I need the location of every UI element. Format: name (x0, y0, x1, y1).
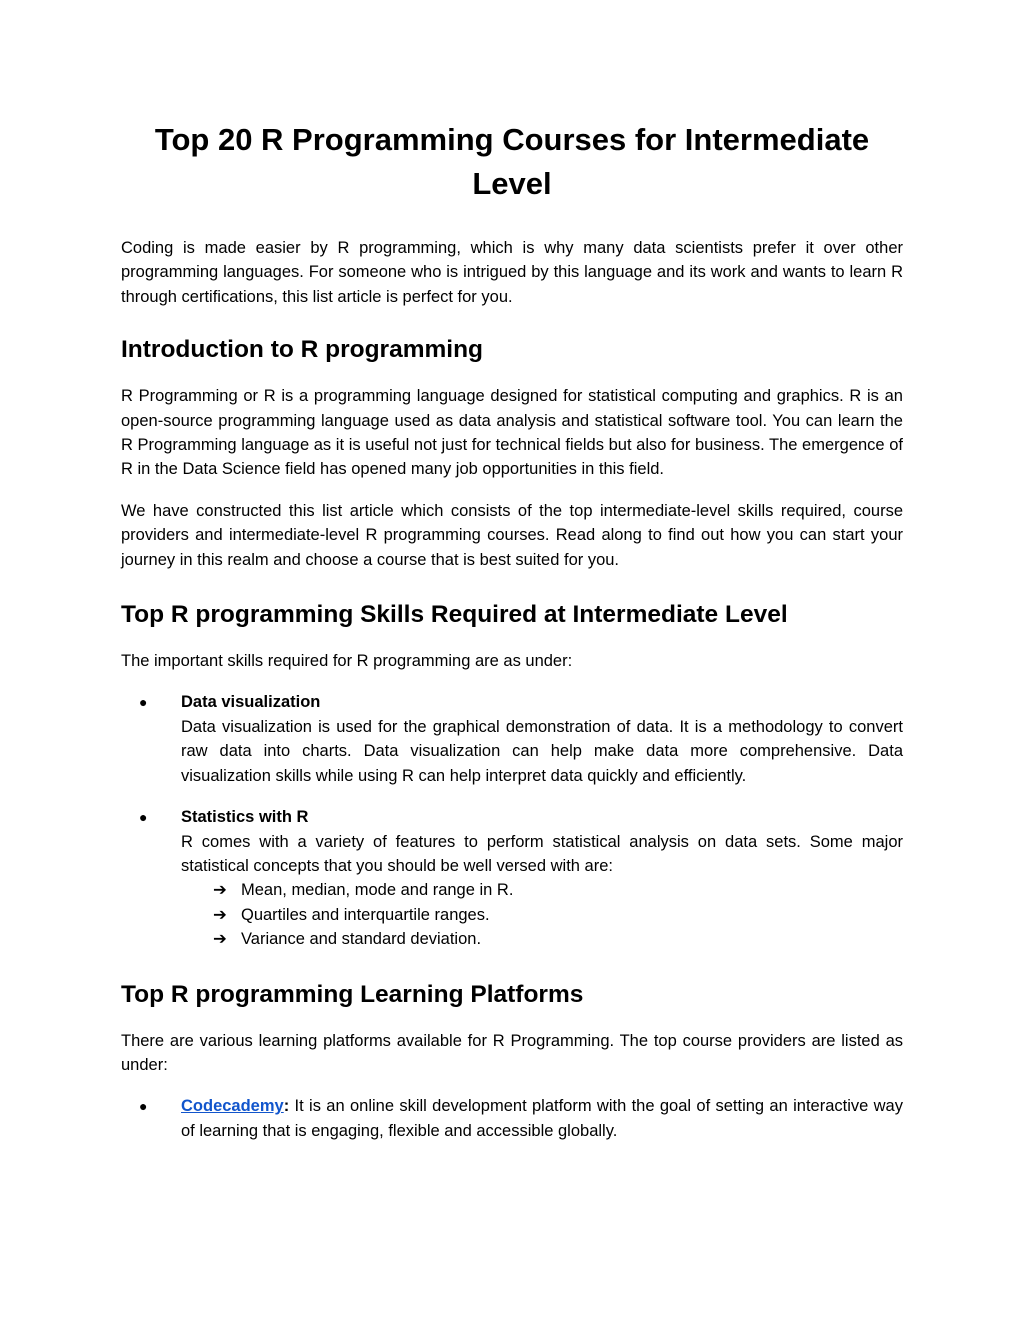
skill-title: Statistics with R (181, 808, 309, 827)
sublist-text: Variance and standard deviation. (241, 930, 482, 949)
heading-skills: Top R programming Skills Required at Intermediate Level (121, 601, 788, 629)
heading-introduction: Introduction to R programming (121, 336, 484, 364)
skills-list (121, 690, 903, 951)
sublist-text: Mean, median, mode and range in R. (241, 881, 514, 900)
platform-description: It is an online skill development platform with the goal of setting an interactive way of learning that is engaging, flexible and accessible globally. (181, 1097, 903, 1140)
heading-platforms: Top R programming Learning Platforms (121, 980, 584, 1008)
skill-description: R comes with a variety of features to perform statistical analysis on data sets. Some major statistical concepts that you should be well versed with are: (181, 832, 903, 875)
bullet-icon: ● (139, 1098, 148, 1115)
bullet-icon: ● (139, 694, 148, 711)
skills-lead: The important skills required for R programming are as under: (121, 652, 573, 671)
document-page (121, 118, 903, 1160)
intro-r-paragraph-2: We have constructed this list article which consists of the top intermediate-level skills required, course providers and intermediate-level R programming courses. Read along to find out how you can start your journey in this realm and choose a course that is best suited for you. (121, 501, 903, 569)
list-item (181, 927, 903, 951)
skill-title: Data visualization (181, 693, 321, 712)
sublist-text: Quartiles and interquartile ranges. (241, 905, 490, 924)
platforms-lead: There are various learning platforms available for R Programming. The top course providers are listed as under: (121, 1031, 903, 1074)
intro-r-paragraph-1: R Programming or R is a programming language designed for statistical computing and graphics. R is an open-source programming language used as data analysis and statistical software tool. You can learn the R Programming language as it is useful not just for technical fields but also for business. The emergence of R in the Data Science field has opened many job opportunities in this field. (121, 387, 903, 479)
list-item (181, 903, 903, 927)
codecademy-link[interactable]: Codecademy (181, 1097, 284, 1116)
arrow-right-icon: ➔ (213, 881, 227, 900)
page-title: Top 20 R Programming Courses for Intermediate Level (154, 122, 870, 201)
list-item (121, 1094, 903, 1143)
statistics-sublist (181, 878, 903, 951)
skill-description: Data visualization is used for the graphical demonstration of data. It is a methodology to convert raw data into charts. Data visualization can help make data more comprehensive. Data visualization skills while using R can help interpret data quickly and efficiently. (181, 717, 903, 785)
arrow-right-icon: ➔ (213, 930, 227, 949)
arrow-right-icon: ➔ (213, 905, 227, 924)
intro-paragraph: Coding is made easier by R programming, which is why many data scientists prefer it over other programming languages. For someone who is intrigued by this language and its work and wants to learn R through certifications, this list article is perfect for you. (121, 239, 903, 306)
list-item (121, 690, 903, 788)
list-item (181, 878, 903, 902)
platforms-list (121, 1094, 903, 1143)
link-colon: : (283, 1097, 290, 1116)
bullet-icon: ● (139, 809, 148, 826)
list-item (121, 805, 903, 951)
